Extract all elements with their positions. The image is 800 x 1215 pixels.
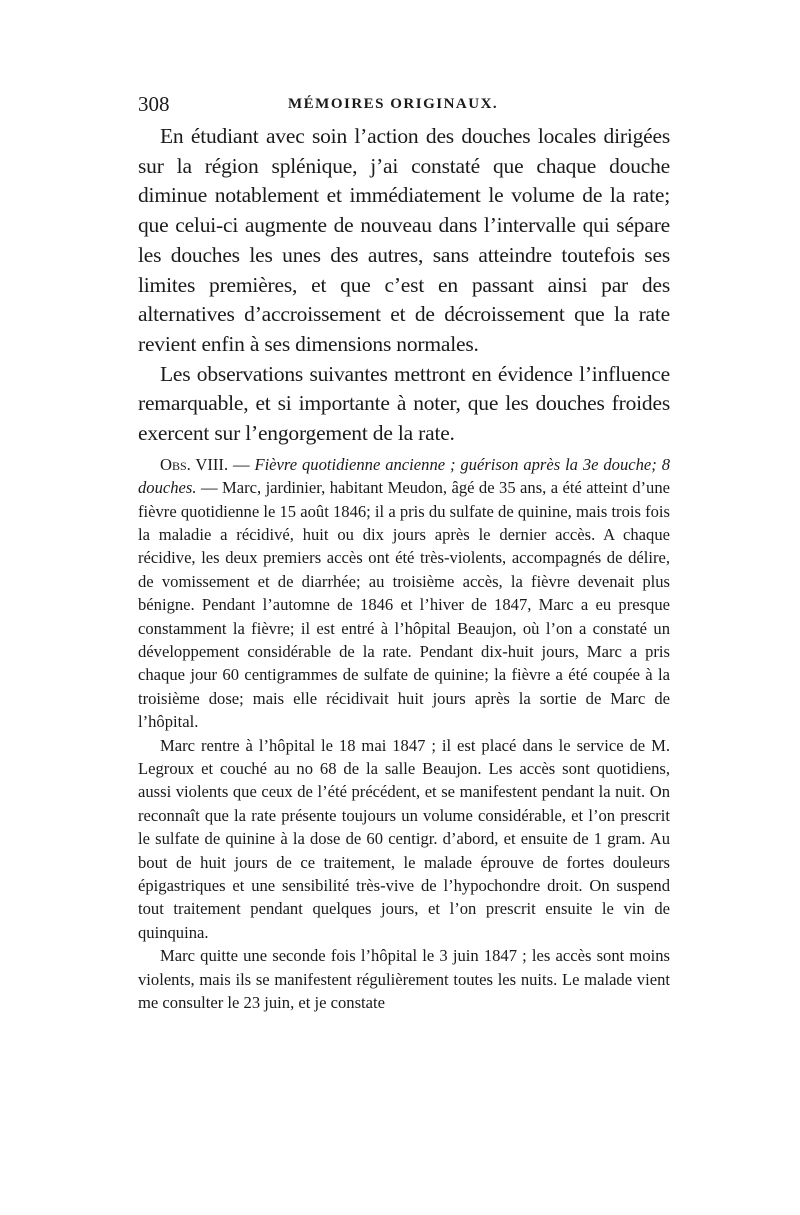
observation-title: Fièvre quotidienne ancienne ; guérison après la 3e douche; 8 douches. — [138, 454, 670, 498]
observation-body: — Marc, jardinier, habitant Meudon, âgé de 35 ans, a été atteint d’une fièvre quotidienne le 15 août 1846; il a pris du sulfate de quinine, mais trois fois la maladie a récidivé, huit ou dix jours après le dernier accès. A chaque récidive, les deux premiers accès ont été très-violents, accompagnés de délire, de vomissement et de diarrhée; au troisième accès, la fièvre devenait plus bénigne. Pendant l’automne de 1846 et l’hiver de 1847, Marc a eu presque constamment la fièvre; il est entré à l’hôpital Beaujon, où l’on a constaté un développement considérable de la rate. Pendant dix-huit jours, Marc a pris chaque jour 60 centigrammes de sulfate de quinine; la fièvre a été coupée à la troisième dose; mais elle récidivait huit jours après la sortie de Marc de l’hôpital. — [138, 478, 670, 732]
observation-label: Obs. VIII. — — [160, 454, 255, 474]
body-paragraph-2: Les observations suivantes mettront en évidence l’influence remarquable, et si importante à noter, que les douches froides exercent sur l’engorgement de la rate. — [138, 361, 670, 446]
running-head — [138, 92, 670, 122]
observation-block — [138, 453, 670, 1015]
running-title: MÉMOIRES ORIGINAUX. — [288, 96, 499, 112]
book-page — [138, 92, 670, 1014]
observation-continuation-2: Marc quitte une seconde fois l’hôpital le 3 juin 1847 ; les accès sont moins violents, mais ils se manifestent régulièrement toutes les nuits. Le malade vient me consulter le 23 juin, et je constate — [138, 946, 670, 1013]
observation-continuation-1: Marc rentre à l’hôpital le 18 mai 1847 ; il est placé dans le service de M. Legroux et couché au no 68 de la salle Beaujon. Les accès sont quotidiens, aussi violents que ceux de l’été précédent, et se manifestent pendant la nuit. On reconnaît que la rate présente toujours un volume considérable, et l’on prescrit le sulfate de quinine à la dose de 60 centigr. d’abord, et ensuite de 1 gram. Au bout de huit jours de ce traitement, le malade éprouve de fortes douleurs épigastriques et une sensibilité très-vive de l’hypochondre droit. On suspend tout traitement pendant quelques jours, et l’on prescrit ensuite le vin de quinquina. — [138, 735, 670, 942]
page-number: 308 — [138, 92, 170, 116]
observation-paragraph — [138, 453, 670, 734]
body-paragraph-1: En étudiant avec soin l’action des douches locales dirigées sur la région splénique, j’ai constaté que chaque douche diminue notablement et immédiatement le volume de la rate; que celui-ci augmente de nouveau dans l’intervalle qui sépare les douches les unes des autres, sans atteindre toutefois ses limites premières, et que c’est en passant ainsi par des alternatives d’accroissement et de décroissement que la rate revient enfin à ses dimensions normales. — [138, 124, 670, 356]
